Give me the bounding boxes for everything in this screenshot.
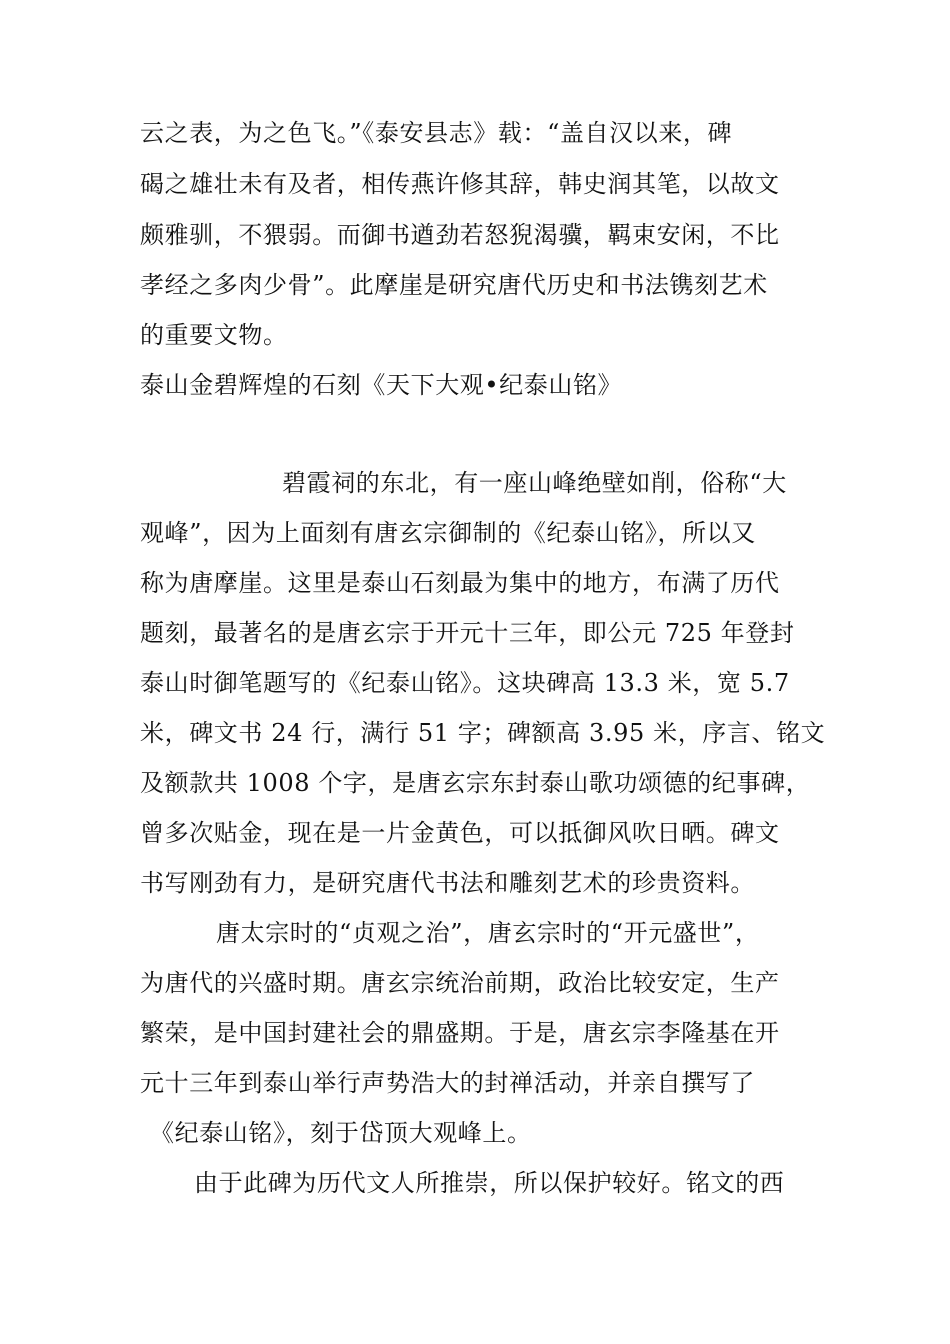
text-line: 题刻，最著名的是唐玄宗于开元十三年，即公元 725 年登封 [140, 619, 795, 647]
paragraph-first-line: 由于此碑为历代文人所推崇，所以保护较好。铭文的西 [194, 1169, 785, 1197]
text-line: 繁荣，是中国封建社会的鼎盛期。于是，唐玄宗李隆基在开 [140, 1019, 780, 1047]
section-heading: 泰山金碧辉煌的石刻《天下大观•纪泰山铭》 [140, 371, 623, 399]
text-line: 泰山时御笔题写的《纪泰山铭》。这块碑高 13.3 米，宽 5.7 [140, 669, 790, 697]
text-line: 书写刚劲有力，是研究唐代书法和雕刻艺术的珍贵资料。 [140, 869, 755, 897]
text-line: 《纪泰山铭》，刻于岱顶大观峰上。 [150, 1119, 532, 1147]
text-line: 米，碑文书 24 行，满行 51 字；碑额高 3.95 米，序言、铭文 [140, 719, 826, 747]
text-line: 及额款共 1008 个字，是唐玄宗东封泰山歌功颂德的纪事碑， [140, 769, 811, 797]
text-line: 的重要文物。 [140, 321, 288, 349]
text-line: 曾多次贴金，现在是一片金黄色，可以抵御风吹日晒。碑文 [140, 819, 780, 847]
text-line: 为唐代的兴盛时期。唐玄宗统治前期，政治比较安定，生产 [140, 969, 780, 997]
text-line: 云之表，为之色飞。”《泰安县志》载：“盖自汉以来，碑 [140, 119, 733, 147]
paragraph-first-line: 唐太宗时的“贞观之治”，唐玄宗时的“开元盛世”， [216, 919, 760, 947]
text-line: 元十三年到泰山举行声势浩大的封禅活动，并亲自撰写了 [140, 1069, 755, 1097]
paragraph-first-line: 碧霞祠的东北，有一座山峰绝壁如削，俗称“大 [282, 469, 787, 497]
text-line: 碣之雄壮未有及者，相传燕许修其辞，韩史润其笔，以故文 [140, 170, 780, 198]
text-line: 称为唐摩崖。这里是泰山石刻最为集中的地方，布满了历代 [140, 569, 780, 597]
text-line: 观峰”，因为上面刻有唐玄宗御制的《纪泰山铭》，所以又 [140, 519, 756, 547]
text-line: 孝经之多肉少骨”。此摩崖是研究唐代历史和书法镌刻艺术 [140, 271, 768, 299]
text-line: 颇雅驯，不猥弱。而御书遒劲若怒猊渴骥，羁束安闲，不比 [140, 221, 780, 249]
